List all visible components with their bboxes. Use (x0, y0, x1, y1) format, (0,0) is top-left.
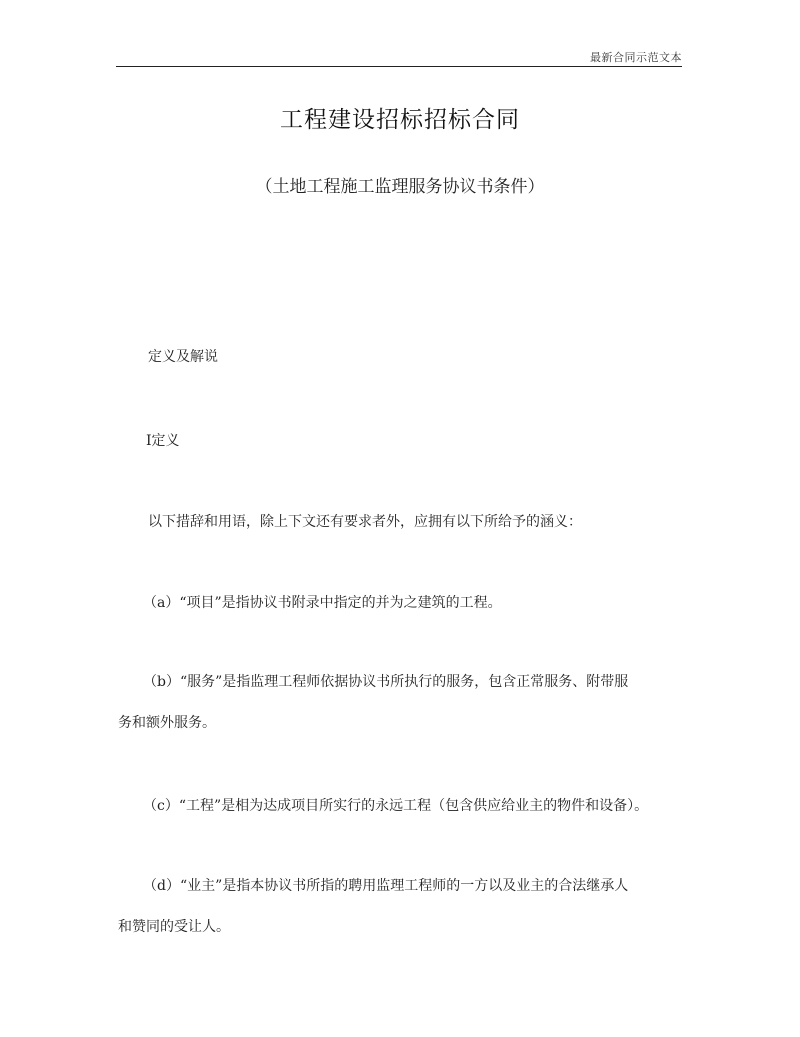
header-caption: 最新合同示范文本 (590, 51, 682, 64)
intro-paragraph: 以下措辞和用语，除上下文还有要求者外，应拥有以下所给予的涵义： (148, 514, 582, 530)
section-heading: 定义及解说 (148, 349, 218, 365)
header-divider (116, 66, 682, 67)
definition-item-d-line2: 和赞同的受让人。 (118, 919, 230, 935)
document-title: 工程建设招标招标合同 (280, 107, 520, 133)
definition-item-c: （c）“工程”是相为达成项目所实行的永远工程（包含供应给业主的物件和设备）。 (143, 798, 649, 814)
definition-item-b-line2: 务和额外服务。 (118, 715, 216, 731)
definition-item-a: （a）“项目”是指协议书附录中指定的并为之建筑的工程。 (143, 595, 502, 611)
subsection-heading: Ⅰ定义 (146, 433, 180, 449)
definition-item-b-line1: （b）“服务”是指监理工程师依据协议书所执行的服务，包含正常服务、附带服 (143, 674, 629, 690)
definition-item-d-line1: （d）“业主”是指本协议书所指的聘用监理工程师的一方以及业主的合法继承人 (143, 878, 629, 894)
document-subtitle: （土地工程施工监理服务协议书条件） (255, 177, 545, 197)
